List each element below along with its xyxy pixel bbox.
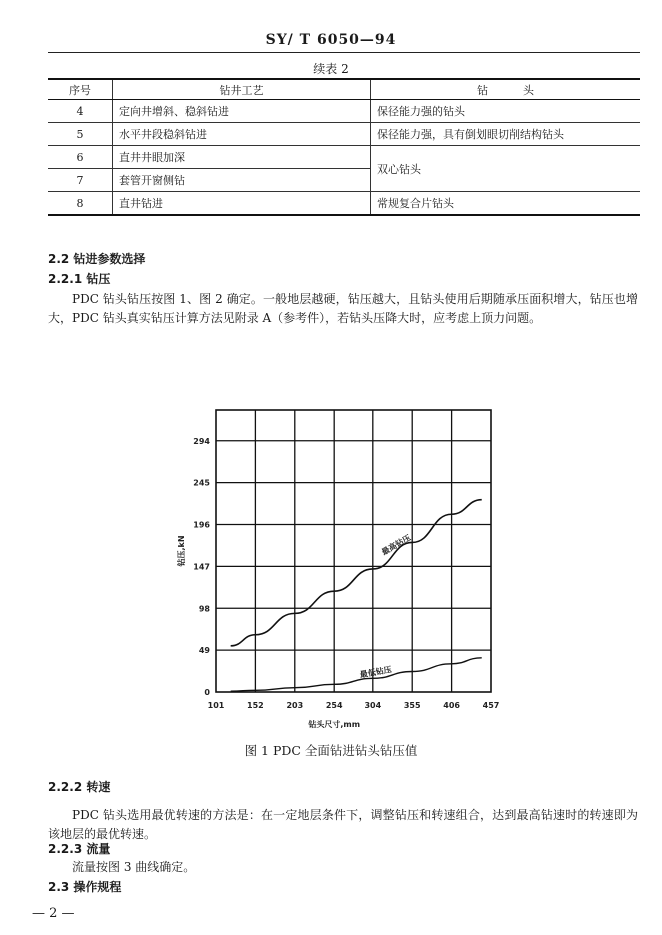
row-process: 直井井眼加深 xyxy=(113,146,371,169)
x-tick-label: 304 xyxy=(364,701,382,710)
x-tick-label: 406 xyxy=(443,701,460,710)
y-tick-label: 49 xyxy=(198,646,210,656)
header-rule xyxy=(48,52,640,53)
table-header-row xyxy=(48,79,640,100)
y-axis-label: 钻压,kN xyxy=(177,535,186,567)
paragraph-drilling-pressure: PDC 钻头钻压按图 1、图 2 确定。一般地层越硬，钻压越大，且钻头使用后期随承压面积增大，钻压也增大，PDC 钻头真实钻压计算方法见附录 A（参考件），若钻头压降大时，应考虑上顶力问题。 xyxy=(48,292,638,325)
figure-caption: 图 1 PDC 全面钻进钻头钻压值 xyxy=(244,743,418,758)
table-title: 续表 2 xyxy=(313,62,349,76)
section-heading-2-2-1: 2.2.1 钻压 xyxy=(48,272,111,286)
col-header-process: 钻井工艺 xyxy=(113,79,371,100)
row-no: 8 xyxy=(48,192,113,216)
x-tick-label: 152 xyxy=(247,701,264,710)
section-heading-2-2: 2.2 钻进参数选择 xyxy=(48,252,146,266)
table-row xyxy=(48,123,640,146)
y-tick-label: 98 xyxy=(198,604,210,614)
section-heading-2-2-2: 2.2.2 转速 xyxy=(48,780,111,794)
series-line-max-pressure xyxy=(231,500,482,646)
row-no: 6 xyxy=(48,146,113,169)
pressure-chart xyxy=(160,400,505,730)
y-tick-label: 0 xyxy=(204,688,210,697)
row-no: 7 xyxy=(48,169,113,192)
x-tick-label: 457 xyxy=(482,701,500,710)
table-row xyxy=(48,146,640,169)
y-tick-label: 196 xyxy=(193,520,210,530)
row-process: 水平井段稳斜钻进 xyxy=(113,123,371,146)
table-row xyxy=(48,192,640,216)
row-process: 套管开窗侧钻 xyxy=(113,169,371,192)
paragraph-flow-rate: 流量按图 3 曲线确定。 xyxy=(72,860,196,874)
series-label-max-pressure: 最高钻压 xyxy=(380,533,413,558)
row-bit: 常规复合片钻头 xyxy=(371,192,641,216)
col-header-bit: 钻 头 xyxy=(371,79,641,100)
chart-grid xyxy=(216,410,491,692)
section-heading-2-2-3: 2.2.3 流量 xyxy=(48,842,111,856)
y-tick-label: 245 xyxy=(193,478,210,488)
page-number: — 2 — xyxy=(32,906,75,921)
y-tick-label: 147 xyxy=(193,562,210,572)
table-row xyxy=(48,100,640,123)
series-label-min-pressure: 最低钻压 xyxy=(359,665,393,680)
row-process: 直井钻进 xyxy=(113,192,371,216)
x-tick-label: 254 xyxy=(325,701,343,710)
row-process: 定向井增斜、稳斜钻进 xyxy=(113,100,371,123)
x-axis-label: 钻头尺寸,mm xyxy=(308,720,361,729)
row-no: 5 xyxy=(48,123,113,146)
row-bit: 保径能力强的钻头 xyxy=(371,100,641,123)
x-tick-label: 203 xyxy=(286,701,304,710)
section-heading-2-3: 2.3 操作规程 xyxy=(48,880,122,894)
paragraph-rotary-speed: PDC 钻头选用最优转速的方法是：在一定地层条件下，调整钻压和转速组合，达到最高钻速时的转速即为该地层的最优转速。 xyxy=(48,808,638,841)
col-header-no: 序号 xyxy=(48,79,113,100)
row-bit: 保径能力强，具有倒划眼切削结构钻头 xyxy=(371,123,641,146)
series-line-min-pressure xyxy=(231,658,482,691)
row-no: 4 xyxy=(48,100,113,123)
drilling-process-table xyxy=(48,78,640,216)
x-tick-label: 355 xyxy=(403,701,421,710)
y-tick-label: 294 xyxy=(193,436,210,446)
row-bit: 双心钻头 xyxy=(371,146,641,192)
document-code: SY/ T 6050—94 xyxy=(265,32,397,48)
x-tick-label: 101 xyxy=(207,701,225,710)
